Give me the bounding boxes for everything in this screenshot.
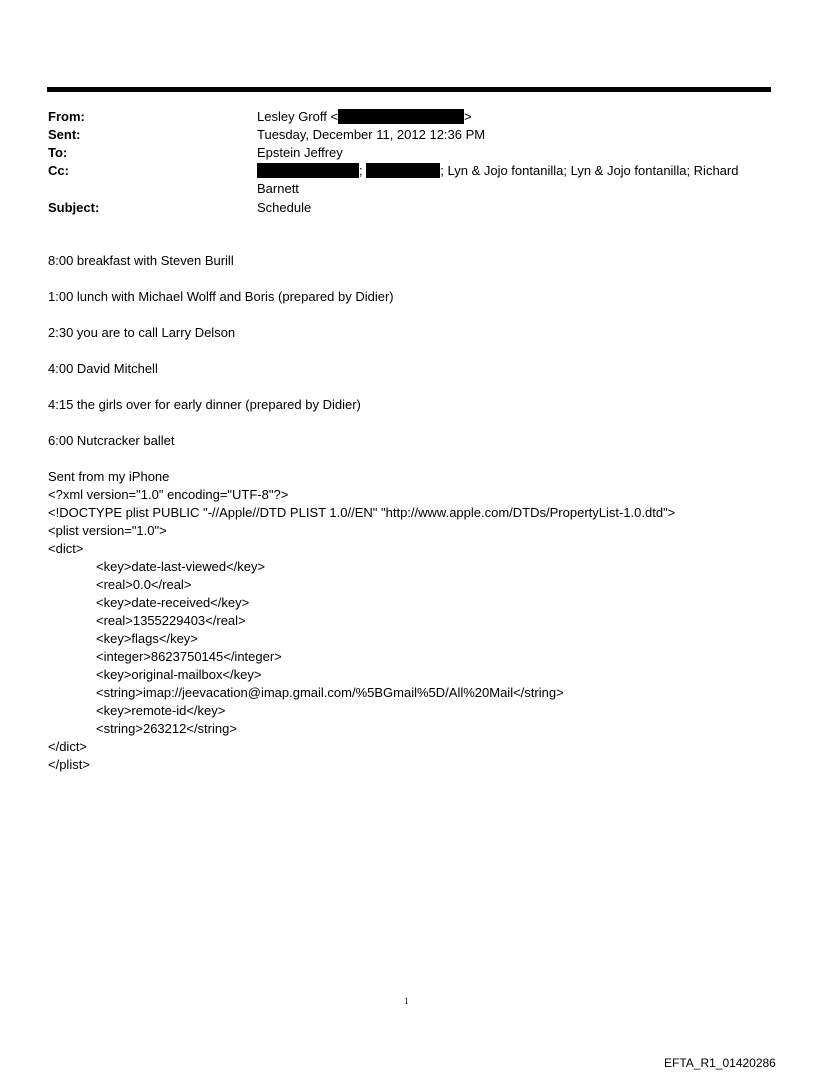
schedule-item: 4:00 David Mitchell	[48, 361, 158, 376]
to-value: Epstein Jeffrey	[257, 145, 343, 160]
from-value	[257, 108, 472, 125]
xml-line: <dict>	[48, 541, 84, 556]
schedule-item: 6:00 Nutcracker ballet	[48, 433, 175, 448]
from-close: >	[464, 109, 472, 124]
xml-line: <string>imap://jeevacation@imap.gmail.com/%5BGmail%5D/All%20Mail</string>	[96, 685, 564, 700]
schedule-item: 1:00 lunch with Michael Wolff and Boris (prepared by Didier)	[48, 289, 394, 304]
xml-line: <integer>8623750145</integer>	[96, 649, 282, 664]
redaction-bar	[338, 109, 464, 124]
cc-recipients: ; Lyn & Jojo fontanilla; Lyn & Jojo fontanilla; Richard	[440, 163, 739, 178]
schedule-item: 4:15 the girls over for early dinner (prepared by Didier)	[48, 397, 361, 412]
cc-separator: ;	[359, 163, 363, 178]
subject-value: Schedule	[257, 200, 312, 215]
xml-line: <string>263212</string>	[96, 721, 237, 736]
xml-line: <plist version="1.0">	[48, 523, 167, 538]
xml-line: <key>remote-id</key>	[96, 703, 226, 718]
cc-value-continued: Barnett	[257, 181, 299, 196]
xml-line: </plist>	[48, 757, 90, 772]
header-rule	[47, 87, 771, 92]
xml-line: <key>original-mailbox</key>	[96, 667, 262, 682]
xml-line: <key>flags</key>	[96, 631, 198, 646]
signature: Sent from my iPhone	[48, 469, 170, 484]
to-label: To:	[48, 145, 68, 160]
cc-label: Cc:	[48, 163, 69, 178]
xml-line: <!DOCTYPE plist PUBLIC "-//Apple//DTD PLIST 1.0//EN" "http://www.apple.com/DTDs/PropertyList-1.0.dtd">	[48, 505, 676, 520]
sent-label: Sent:	[48, 127, 81, 142]
subject-label: Subject:	[48, 200, 100, 215]
xml-line: <?xml version="1.0" encoding="UTF-8"?>	[48, 487, 289, 502]
from-label: From:	[48, 109, 85, 124]
document-id: EFTA_R1_01420286	[664, 1056, 776, 1070]
cc-value	[257, 162, 738, 179]
schedule-item: 8:00 breakfast with Steven Burill	[48, 253, 234, 268]
from-name: Lesley Groff <	[257, 109, 339, 124]
redaction-bar	[257, 163, 359, 178]
xml-line: </dict>	[48, 739, 88, 754]
xml-line: <key>date-received</key>	[96, 595, 250, 610]
redaction-bar	[366, 163, 440, 178]
xml-line: <real>1355229403</real>	[96, 613, 246, 628]
page-number: 1	[404, 996, 409, 1006]
schedule-item: 2:30 you are to call Larry Delson	[48, 325, 236, 340]
xml-line: <real>0.0</real>	[96, 577, 192, 592]
xml-line: <key>date-last-viewed</key>	[96, 559, 266, 574]
sent-value: Tuesday, December 11, 2012 12:36 PM	[257, 127, 486, 142]
